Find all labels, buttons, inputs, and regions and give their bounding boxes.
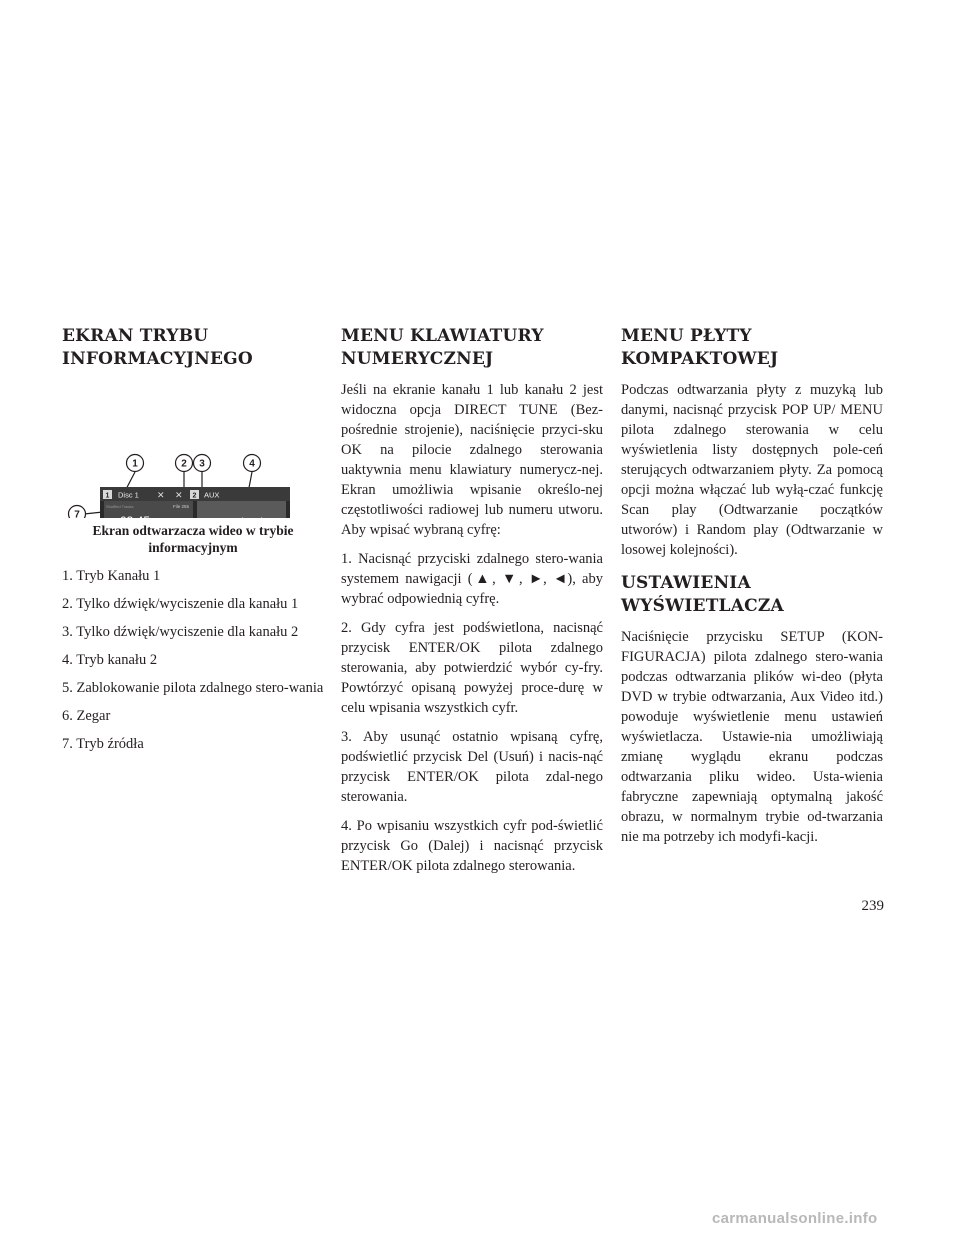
body-paragraph: Jeśli na ekranie kanału 1 lub kanału 2 jest widoczna opcja DIRECT TUNE (Bez-pośrednie strojenie), naciśnięcie przyci-sku OK na pilocie zdalnego sterowania uaktywnia menu klawiatury numerycz-nej. Ekran umożliwia wpisanie określo-nej częstotliwości radiowej lub numeru utworu. Aby wpisać wybraną cyfrę: (341, 382, 603, 538)
heading-line: INFORMACYJNEGO (62, 349, 253, 369)
heading-line: WYŚWIETLACZA (621, 596, 784, 616)
audio-mute-icon-1: ✕ (157, 490, 165, 500)
video-screen-figure (62, 380, 324, 518)
legend-item: 6. Zegar (62, 708, 111, 724)
step-paragraph: 4. Po wpisaniu wszystkich cyfr pod-świetlić przycisk Go (Dalej) i nacisnąć przycisk ENTER/OK pilota zdalnego sterowania. (341, 818, 603, 874)
heading-line: MENU PŁYTY (621, 326, 752, 346)
file-label: File 255 (173, 504, 190, 509)
video-screen-illustration (62, 380, 324, 518)
audio-mute-icon-2: ✕ (175, 490, 183, 500)
left-badge: 1 (105, 492, 110, 500)
legend-item: 1. Tryb Kanału 1 (62, 568, 161, 584)
page-number: 239 (861, 898, 884, 914)
step-paragraph: 1. Nacisnąć przyciski zdalnego stero-wania systemem nawigacji (▲, ▼, ►, ◄), aby wybrać odpowiednią cyfrę. (341, 551, 603, 607)
caption-line: informacyjnym (148, 540, 238, 555)
shuffle-status: Shuffled Tracks (106, 504, 134, 509)
legend-item: 7. Tryb źródła (62, 736, 144, 752)
column-middle (341, 325, 603, 885)
figure-caption (62, 522, 324, 556)
column-right (621, 325, 883, 856)
legend-item: 5. Zablokowanie pilota zdalnego stero-wania (62, 680, 324, 696)
section-heading-menu-plyty (621, 325, 883, 371)
caption-line: Ekran odtwarzacza wideo w trybie (92, 523, 294, 538)
right-source: AUX (204, 490, 220, 500)
section-heading-ustawienia (621, 572, 883, 618)
callout-label: 7 (74, 509, 80, 518)
callout-label: 1 (132, 458, 138, 470)
legend-item: 3. Tylko dźwięk/wyciszenie dla kanału 2 (62, 624, 299, 640)
section-heading-menu-klawiatury (341, 325, 603, 371)
heading-line: EKRAN TRYBU (62, 326, 209, 346)
legend-item: 2. Tylko dźwięk/wyciszenie dla kanału 1 (62, 596, 299, 612)
column-left (62, 325, 324, 762)
legend-item: 4. Tryb kanału 2 (62, 652, 158, 668)
body-paragraph: Naciśnięcie przycisku SETUP (KON-FIGURACJA) pilota zdalnego stero-wania podczas odtwarzania plików wi-deo (płyta DVD w trybie odtwarzania, Aux Video itd.) powoduje wyświetlenie menu ustawień wyświetlacza. Ustawie-nia umożliwiają zmianę wyglądu ekranu podczas odtwarzania pliku wideo. Usta-wienia fabryczne zapewniają optymalną jakość obrazu, w normalnym trybie od-twarzania nie ma potrzeby ich modyfi-kacji. (621, 629, 883, 845)
step-paragraph: 3. Aby usunąć ostatnio wpisaną cyfrę, podświetlić przycisk Del (Usuń) i nacis-nąć przycisk ENTER/OK pilota zdal-nego sterowania. (341, 729, 603, 805)
callout-label: 3 (199, 458, 205, 470)
no-signal-text (219, 517, 262, 518)
right-badge: 2 (192, 492, 197, 500)
callout-label: 2 (181, 458, 187, 470)
watermark: carmanualsonline.info (712, 1210, 878, 1227)
body-paragraph: Podczas odtwarzania płyty z muzyką lub danymi, nacisnąć przycisk POP UP/ MENU pilota zdalnego sterowania w celu wyświetlenia listy dostępnych pole-ceń sterujących odtwarzaniem płyty. Za pomocą opcji można włączać lub wyłą-czać funkcję Scan play (Odtwarzanie początków utworów) i Random play (Odtwarzanie w losowej kolejności). (621, 382, 883, 558)
track-time (120, 514, 150, 518)
left-source: Disc 1 (118, 490, 139, 500)
callout-label: 4 (249, 458, 255, 470)
section-heading-ekran-trybu (62, 325, 324, 371)
heading-line: KOMPAKTOWEJ (621, 349, 779, 369)
step-paragraph: 2. Gdy cyfra jest podświetlona, nacisnąć przycisk ENTER/OK pilota zdalnego sterowania, aby potwierdzić wybór cy-fry. Powtórzyć opisaną powyżej proce-durę w celu wpisania wszystkich cyfr. (341, 620, 603, 716)
heading-line: NUMERYCZNEJ (341, 349, 494, 369)
heading-line: MENU KLAWIATURY (341, 326, 544, 346)
heading-line: USTAWIENIA (621, 573, 751, 593)
